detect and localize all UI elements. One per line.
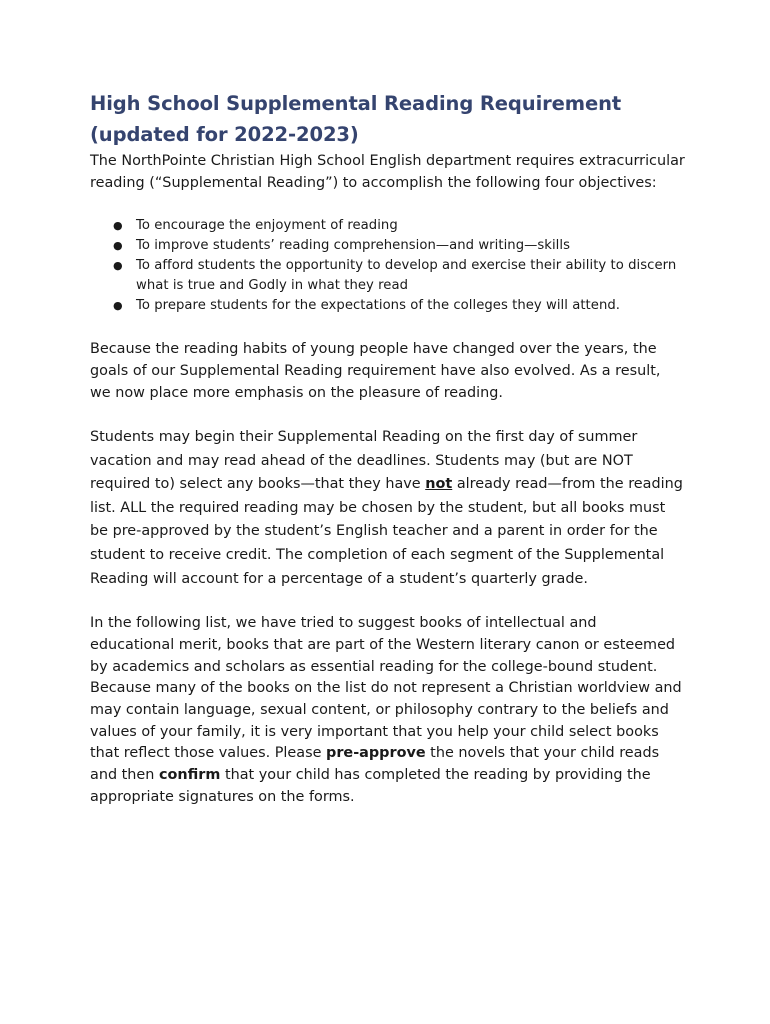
habits-paragraph: Because the reading habits of young people have changed over the years, the goals of our Supplemental Reading requirement have also evolved. As a result, we now place more emphasis on the pleasure of reading.: [90, 341, 661, 401]
deadlines-paragraph: [90, 426, 685, 591]
deadlines-text-after: already read—from the reading list. ALL the required reading may be chosen by the student, but all books must be pre-approved by the student’s English teacher and a parent in order for the student to receive credit. The completion of each segment of the Supplemental Reading will account for a percentage of a student’s quarterly grade.: [90, 476, 683, 587]
title-line-1: High School Supplemental Reading Requirement: [90, 92, 622, 115]
objective-item: [90, 256, 685, 296]
bullet-icon: ●: [113, 239, 123, 252]
bullet-icon: ●: [113, 219, 123, 232]
objective-item: [90, 236, 685, 256]
title-line-2: (updated for 2022-2023): [90, 123, 359, 146]
book-list-paragraph: [90, 613, 685, 808]
objective-item: [90, 216, 685, 236]
objectives-list: [90, 216, 685, 316]
pre-approve-emphasis: pre-approve: [326, 745, 426, 762]
confirm-emphasis: confirm: [158, 767, 221, 784]
objective-text: To prepare students for the expectations of the colleges they will attend.: [136, 298, 621, 313]
objective-text: To improve students’ reading comprehension—and writing—skills: [136, 238, 571, 253]
document-page: [90, 88, 685, 808]
document-title: [90, 88, 685, 150]
objective-text: To encourage the enjoyment of reading: [136, 218, 398, 233]
intro-paragraph: The NorthPointe Christian High School English department requires extracurricular reading (“Supplemental Reading”) to accomplish the following four objectives:: [90, 153, 685, 191]
objective-item: [90, 296, 685, 316]
not-emphasis: not: [425, 476, 453, 493]
deadlines-text-before: Students may begin their Supplemental Reading on the first day of summer vacation and may read ahead of the deadlines. Students may (but are NOT required to) select any books—that they have: [90, 429, 638, 493]
objective-text: To afford students the opportunity to develop and exercise their ability to discern what is true and Godly in what they read: [136, 258, 677, 293]
book-list-text-1: In the following list, we have tried to suggest books of intellectual and educational merit, books that are part of the Western literary canon or esteemed by academics and scholars as essential reading for the college-bound student. Because many of the books on the list do not represent a Christian worldview and may contain language, sexual content, or philosophy contrary to the beliefs and values of your family, it is very important that you help your child select books that reflect those values. Please: [90, 615, 682, 762]
bullet-icon: ●: [113, 299, 123, 312]
book-list-text-3: that your child has completed the reading by providing the appropriate signatures on the forms.: [90, 767, 651, 805]
book-list-text-2: the novels that your child reads and then: [90, 745, 660, 784]
bullet-icon: ●: [113, 259, 123, 272]
